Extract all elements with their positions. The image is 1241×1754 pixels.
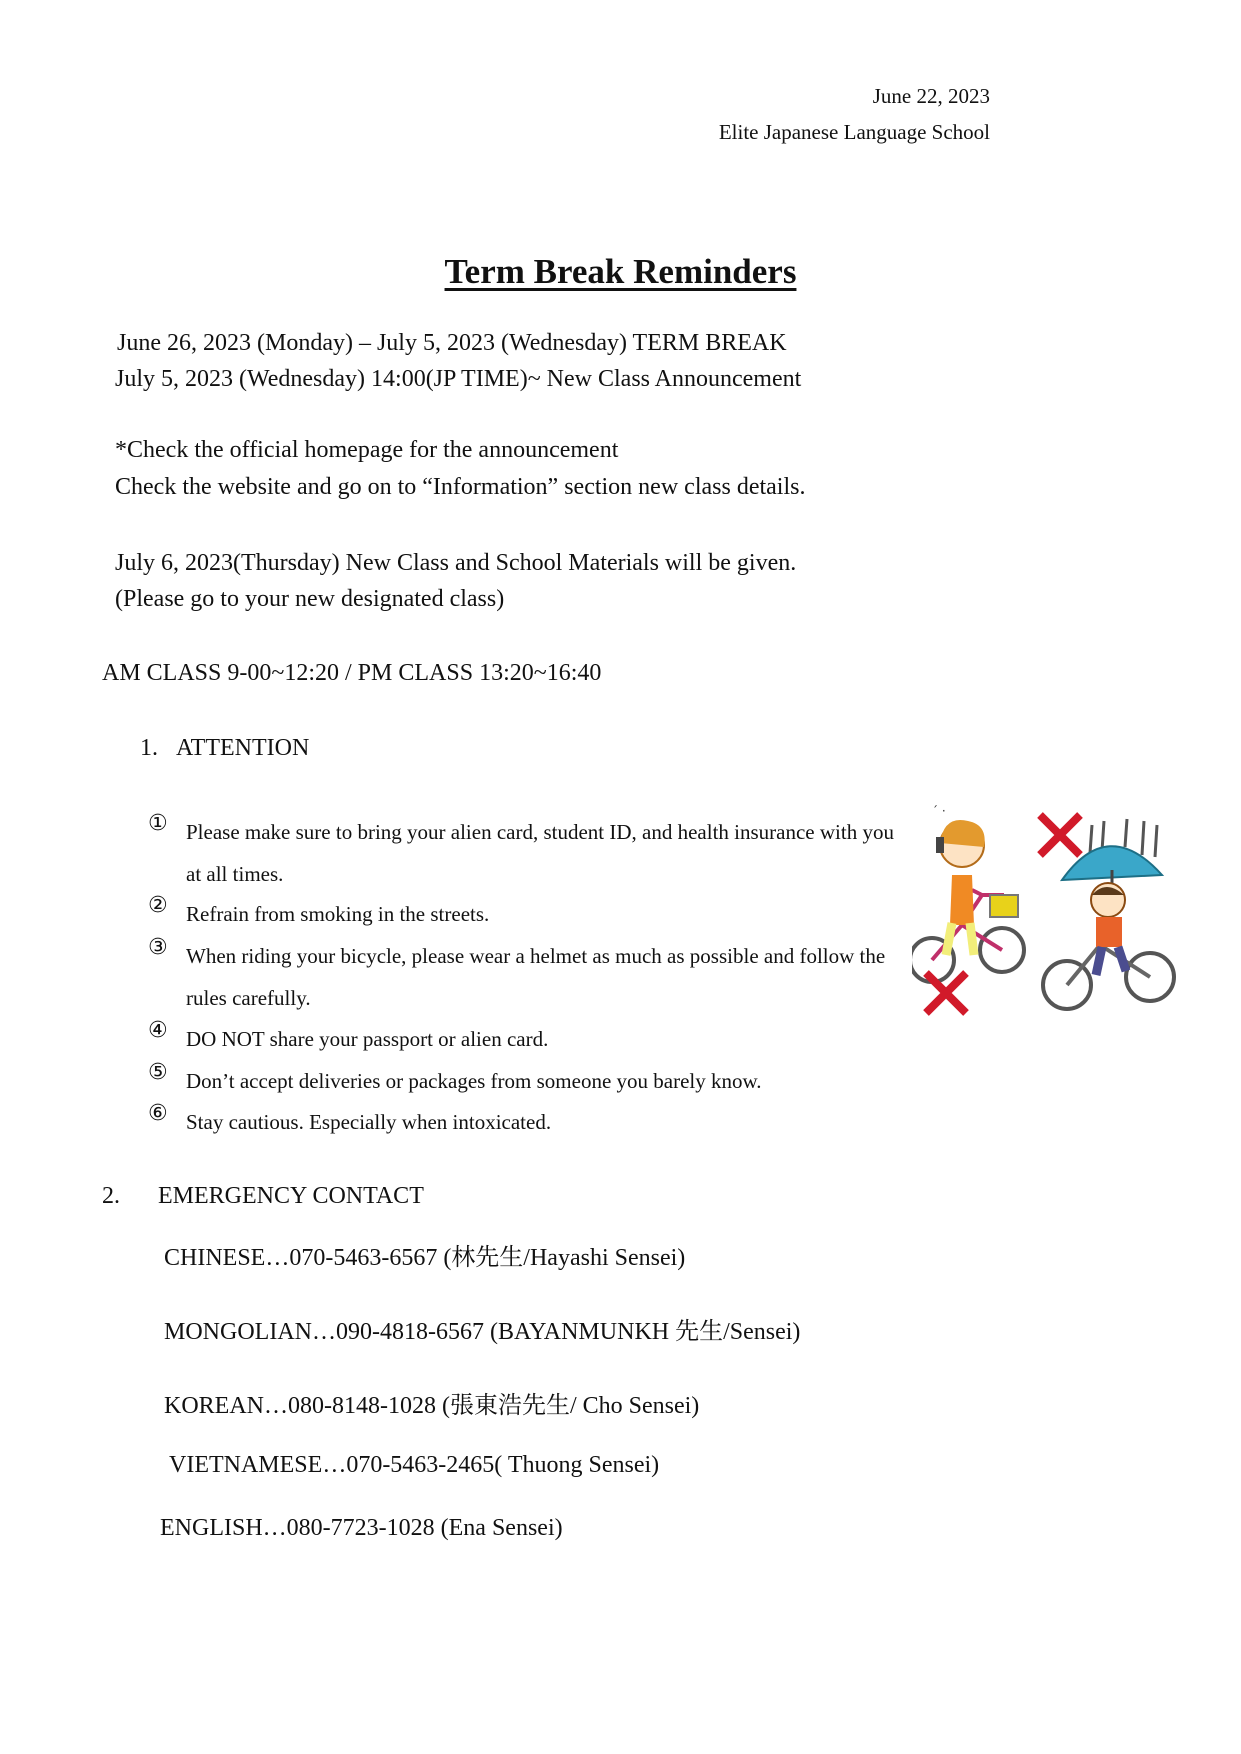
svg-text:´ ·: ´ · — [932, 804, 946, 818]
contact-chinese: CHINESE…070-5463-6567 (林先生/Hayashi Sensei) — [164, 1245, 686, 1271]
item-text: Please make sure to bring your alien card, student ID, and health insurance with you at all times. — [186, 820, 894, 886]
homepage-instructions: Check the website and go on to “Information” section new class details. — [115, 474, 806, 500]
schedule-line-1: June 26, 2023 (Monday) – July 5, 2023 (Wednesday) TERM BREAK — [117, 330, 787, 356]
materials-line-2: (Please go to your new designated class) — [115, 586, 505, 612]
school-name: Elite Japanese Language School — [718, 120, 990, 144]
document-date: June 22, 2023 — [872, 84, 990, 108]
item-text: Refrain from smoking in the streets. — [186, 902, 490, 926]
attention-heading: ATTENTION — [176, 735, 310, 761]
emergency-number: 2. — [102, 1183, 120, 1209]
item-text: Stay cautious. Especially when intoxicated. — [186, 1110, 552, 1134]
materials-line-1: July 6, 2023(Thursday) New Class and School Materials will be given. — [115, 550, 797, 576]
page-title: Term Break Reminders — [444, 252, 797, 291]
item-marker: ③ — [148, 935, 168, 960]
schedule-line-2: July 5, 2023 (Wednesday) 14:00(JP TIME)~ New Class Announcement — [115, 366, 802, 392]
contact-vietnamese: VIETNAMESE…070-5463-2465( Thuong Sensei) — [169, 1452, 660, 1478]
emergency-heading: EMERGENCY CONTACT — [158, 1183, 424, 1209]
item-text: Don’t accept deliveries or packages from someone you barely know. — [186, 1069, 762, 1093]
class-times: AM CLASS 9-00~12:20 / PM CLASS 13:20~16:40 — [102, 660, 602, 686]
item-marker: ④ — [148, 1018, 168, 1043]
item-text: When riding your bicycle, please wear a helmet as much as possible and follow the rules carefully. — [186, 944, 886, 1010]
bicycle-safety-illustration — [912, 795, 1184, 1030]
attention-number: 1. — [140, 735, 158, 761]
item-marker: ⑥ — [148, 1101, 168, 1126]
homepage-note: *Check the official homepage for the announcement — [115, 437, 619, 463]
item-marker: ② — [148, 893, 168, 918]
contact-korean: KOREAN…080-8148-1028 (張東浩先生/ Cho Sensei) — [164, 1393, 700, 1419]
item-text: DO NOT share your passport or alien card. — [186, 1027, 549, 1051]
contact-mongolian: MONGOLIAN…090-4818-6567 (BAYANMUNKH 先生/Sensei) — [164, 1319, 801, 1345]
contact-english: ENGLISH…080-7723-1028 (Ena Sensei) — [160, 1515, 563, 1541]
item-marker: ⑤ — [148, 1060, 168, 1085]
item-marker: ① — [148, 811, 168, 836]
